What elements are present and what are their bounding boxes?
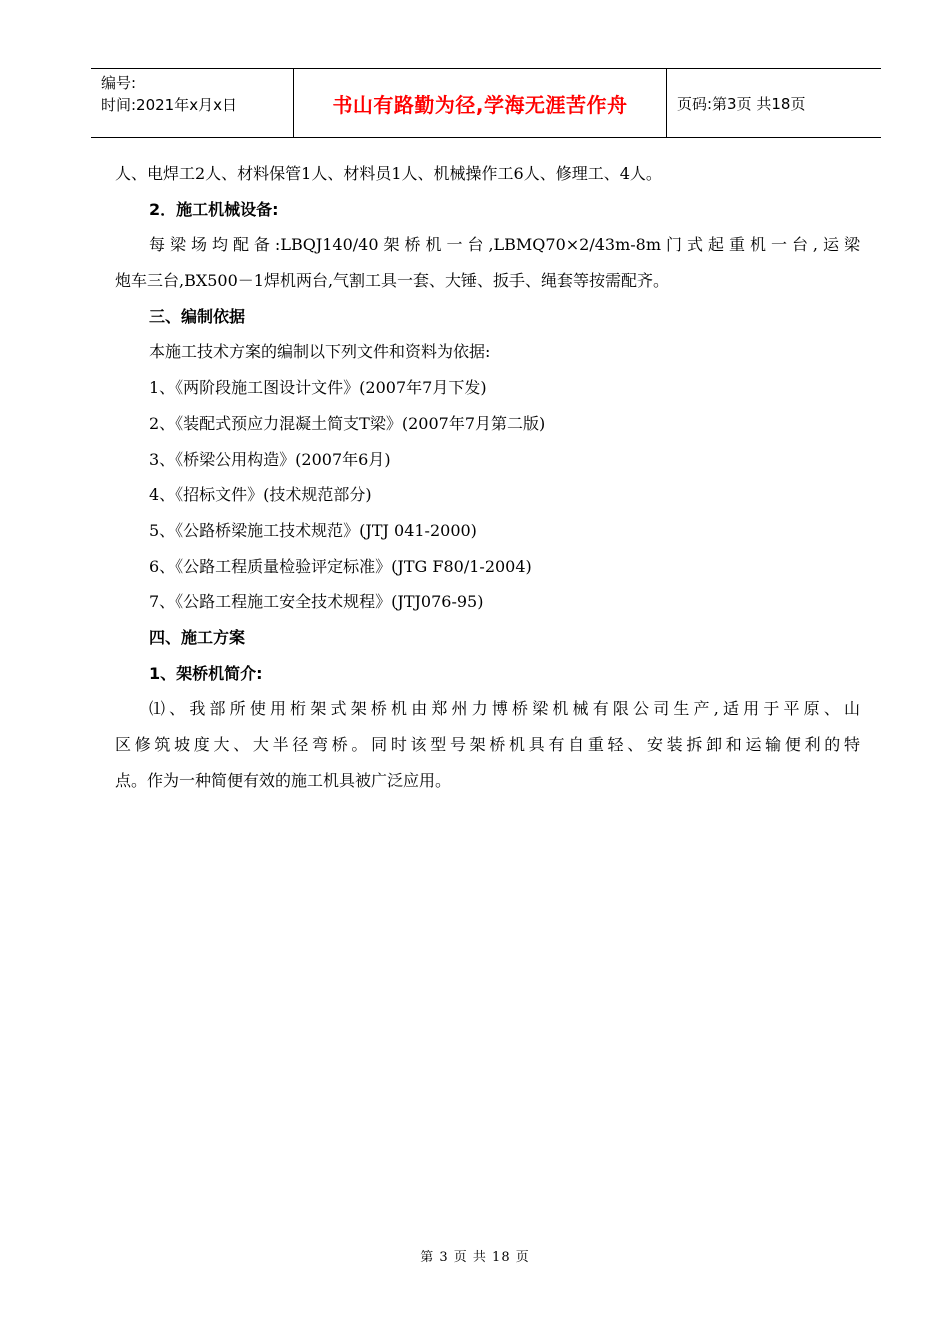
basis-list-item: 2、《装配式预应力混凝土简支T梁》(2007年7月第二版) bbox=[149, 413, 546, 433]
basis-list-item: 5、《公路桥梁施工技术规范》(JTJ 041-2000) bbox=[149, 520, 477, 540]
document-time-label: 时间:2021年x月x日 bbox=[101, 96, 237, 114]
document-number-label: 编号: bbox=[101, 74, 137, 92]
heading-bridge-machine-intro: 1、架桥机简介: bbox=[149, 663, 263, 683]
paragraph-basis-intro: 本施工技术方案的编制以下列文件和资料为依据: bbox=[149, 342, 491, 362]
page-header bbox=[91, 68, 881, 138]
paragraph-intro-line-3: 点。作为一种简便有效的施工机具被广泛应用。 bbox=[115, 770, 452, 790]
header-page-code: 页码:第3页 共18页 bbox=[677, 94, 806, 113]
basis-list-item: 6、《公路工程质量检验评定标准》(JTG F80/1-2004) bbox=[149, 556, 532, 576]
paragraph-equipment-line-2: 炮车三台,BX500－1焊机两台,气割工具一套、大锤、扳手、绳套等按需配齐。 bbox=[115, 271, 670, 291]
paragraph-intro-line-2: 区修筑坡度大、大半径弯桥。同时该型号架桥机具有自重轻、安装拆卸和运输便利的特 bbox=[115, 735, 860, 754]
basis-list-item: 1、《两阶段施工图设计文件》(2007年7月下发) bbox=[149, 378, 487, 398]
basis-list-item: 3、《桥梁公用构造》(2007年6月) bbox=[149, 449, 391, 469]
page-footer: 第 3 页 共 18 页 bbox=[420, 1250, 530, 1265]
heading-construction-plan: 四、施工方案 bbox=[149, 627, 246, 647]
paragraph-intro-line-1: ⑴、我部所使用桁架式架桥机由郑州力博桥梁机械有限公司生产,适用于平原、山 bbox=[149, 699, 860, 719]
basis-list-item: 7、《公路工程施工安全技术规程》(JTJ076-95) bbox=[149, 592, 484, 612]
basis-list-item: 4、《招标文件》(技术规范部分) bbox=[149, 485, 372, 505]
header-meta bbox=[91, 69, 293, 137]
paragraph-equipment-line-1: 每梁场均配备:LBQJ140/40架桥机一台,LBMQ70×2/43m-8m门式起重机一台,运梁 bbox=[149, 235, 860, 255]
header-motto: 书山有路勤为径,学海无涯苦作舟 bbox=[293, 69, 667, 137]
heading-equipment: 2．施工机械设备: bbox=[149, 199, 279, 219]
document-body bbox=[115, 156, 860, 798]
heading-basis: 三、编制依据 bbox=[149, 306, 246, 326]
paragraph-staff: 人、电焊工2人、材料保管1人、材料员1人、机械操作工6人、修理工、4人。 bbox=[115, 164, 662, 183]
